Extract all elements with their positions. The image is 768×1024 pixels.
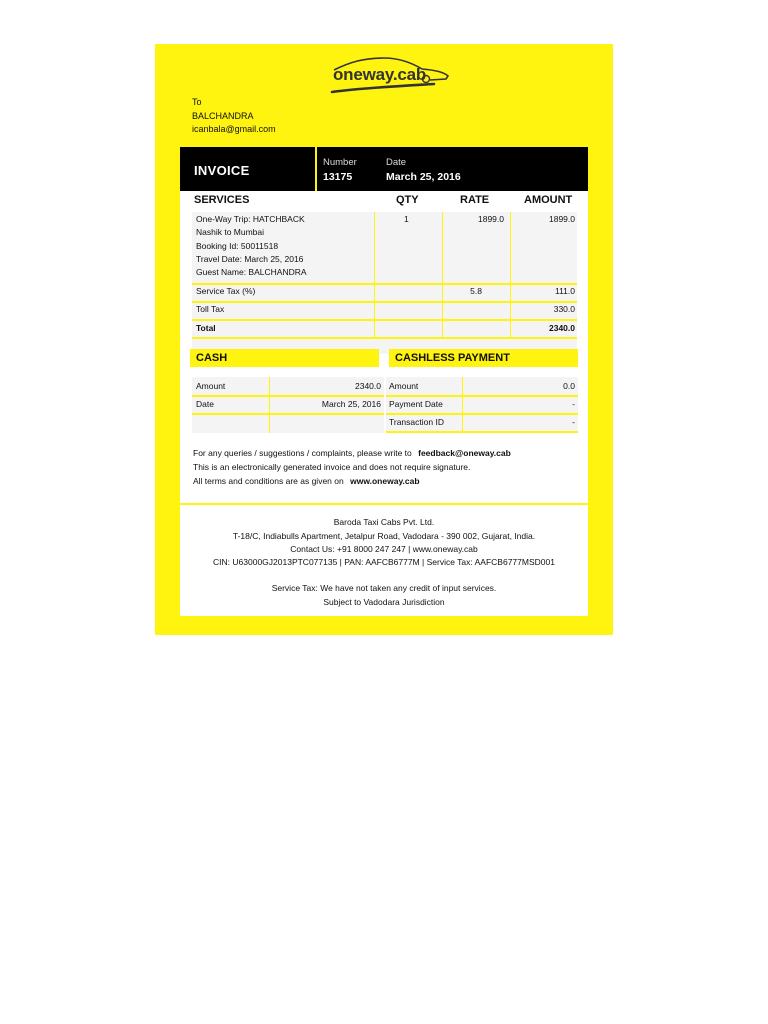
trip-line: Travel Date: March 25, 2016 bbox=[196, 253, 304, 264]
company-name: Baroda Taxi Cabs Pvt. Ltd. bbox=[333, 517, 435, 527]
trip-line: One-Way Trip: HATCHBACK bbox=[196, 214, 305, 224]
cash-header bbox=[190, 349, 379, 367]
toll-tax-amount: 330.0 bbox=[553, 304, 575, 314]
invoice-date: March 25, 2016 bbox=[386, 171, 461, 183]
row-divider bbox=[192, 319, 577, 321]
cash-date-label: Date bbox=[196, 399, 214, 409]
recipient-name: BALCHANDRA bbox=[192, 110, 254, 121]
invoice-date-label: Date bbox=[386, 157, 407, 168]
footer-divider bbox=[180, 503, 588, 505]
row-divider bbox=[192, 283, 577, 285]
row-divider bbox=[192, 337, 577, 339]
row-divider bbox=[386, 395, 578, 397]
cash-amount: 2340.0 bbox=[355, 381, 381, 391]
registration-ids: CIN: U63000GJ2013PTC077135 | PAN: AAFCB6777M | Service Tax: AAFCB6777MSD001 bbox=[213, 557, 555, 567]
trip-line: Nashik to Mumbai bbox=[196, 227, 265, 238]
invoice-header bbox=[180, 147, 588, 191]
terms-note bbox=[193, 476, 420, 486]
amount-header: AMOUNT bbox=[524, 194, 573, 206]
cashless-amount-label: Amount bbox=[389, 381, 419, 391]
cash-amount-label: Amount bbox=[196, 381, 226, 391]
trip-rate: 1899.0 bbox=[478, 214, 504, 224]
header-divider bbox=[315, 147, 317, 191]
qty-header: QTY bbox=[396, 194, 419, 206]
total-label: Total bbox=[196, 323, 216, 333]
cashless-amount: 0.0 bbox=[563, 381, 575, 391]
cash-title: CASH bbox=[196, 352, 228, 364]
row-divider bbox=[386, 431, 578, 433]
service-tax-rate: 5.8 bbox=[470, 286, 482, 296]
trip-description bbox=[196, 213, 307, 279]
contact-info: Contact Us: +91 8000 247 247 | www.oneway.cab bbox=[290, 544, 478, 554]
services-header: SERVICES bbox=[194, 194, 250, 206]
website-link[interactable]: www.oneway.cab bbox=[350, 476, 420, 486]
queries-note bbox=[193, 448, 511, 458]
invoice-title: INVOICE bbox=[194, 163, 250, 178]
recipient-email: icanbala@gmail.com bbox=[192, 124, 276, 134]
trip-qty: 1 bbox=[404, 214, 409, 224]
company-address: T-18/C, Indiabulls Apartment, Jetalpur Road, Vadodara - 390 002, Gujarat, India. bbox=[232, 531, 536, 541]
total-amount: 2340.0 bbox=[549, 323, 575, 333]
invoice-number-label: Number bbox=[323, 157, 357, 168]
row-divider bbox=[192, 395, 384, 397]
trip-line: Booking Id: 50011518 bbox=[196, 240, 279, 251]
cashless-header bbox=[389, 349, 578, 367]
trip-line: Guest Name: BALCHANDRA bbox=[196, 267, 307, 278]
feedback-email-link[interactable]: feedback@oneway.cab bbox=[418, 448, 511, 458]
row-divider bbox=[386, 413, 578, 415]
oneway-logo bbox=[330, 54, 452, 96]
recipient-block bbox=[192, 96, 276, 137]
cashless-title: CASHLESS PAYMENT bbox=[395, 352, 510, 364]
service-tax-amount: 111.0 bbox=[554, 286, 575, 296]
service-tax-note: Service Tax: We have not taken any credit of input services. bbox=[271, 583, 497, 593]
jurisdiction-note: Subject to Vadodara Jurisdiction bbox=[323, 597, 445, 607]
payment-date-label: Payment Date bbox=[389, 399, 443, 409]
rate-header: RATE bbox=[460, 194, 490, 206]
trip-amount: 1899.0 bbox=[549, 214, 575, 224]
row-divider bbox=[192, 413, 384, 415]
cash-date: March 25, 2016 bbox=[321, 399, 381, 409]
row-divider bbox=[192, 301, 577, 303]
invoice-body bbox=[180, 191, 588, 616]
to-label: To bbox=[192, 97, 202, 107]
logo-text: oneway.cab bbox=[333, 65, 427, 84]
invoice-number: 13175 bbox=[323, 171, 353, 183]
electronic-note: This is an electronically generated invoice and does not require signature. bbox=[193, 462, 471, 472]
payment-date: - bbox=[572, 399, 575, 409]
transaction-id-label: Transaction ID bbox=[389, 417, 444, 427]
toll-tax-label: Toll Tax bbox=[196, 304, 225, 314]
queries-text: For any queries / suggestions / complaints, please write to bbox=[193, 448, 412, 458]
service-tax-label: Service Tax (%) bbox=[196, 286, 256, 296]
terms-text: All terms and conditions are as given on bbox=[193, 476, 344, 486]
transaction-id: - bbox=[572, 417, 575, 427]
